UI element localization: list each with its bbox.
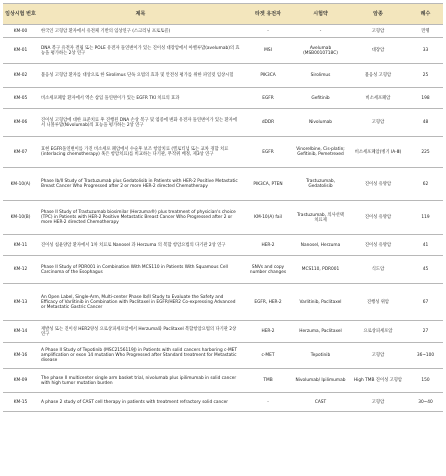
cancer-type-cell: 고형암 [348,109,408,137]
table-row [3,235,443,256]
trial-title-cell: An Open Label, Single-Arm, Multi-center Phase Ib/II Study to Evaluate the Safety and Efficacy of Varlitinib in Combination with Paclitaxel in EGFR/HER2 Co-expressing Advanced or Metastatic Gastric Cancer [38,284,243,321]
target-gene-cell: MSI [243,38,293,64]
target-gene-cell: EGFR, HER-2 [243,284,293,321]
target-gene-cell: dDDR [243,109,293,137]
trial-title-cell: 진이성 고형암에 대한 표준치료 후 진행된 DNA 손상 복구 및 염증에 변화 유전자 돌연변이가 있는 환자에서 니볼루맙(Nivolumab)의 효능을 평가하는 2상 연구 [38,109,243,137]
cancer-type-cell: 고형암 [348,343,408,369]
header-gene: 타겟 유전자 [243,4,293,25]
enrollment-count-cell: 67 [408,284,443,321]
table-row [3,256,443,284]
enrollment-count-cell: 150 [408,369,443,393]
trial-id-cell: KM-07 [3,137,38,168]
table-row [3,369,443,393]
table-row [3,321,443,343]
enrollment-count-cell: 25 [408,64,443,88]
enrollment-count-cell: 만명 [408,25,443,38]
cancer-type-cell: 비소세포폐암(병기 IA-Ⅲ) [348,137,408,168]
table-row [3,343,443,369]
drug-cell: MCS110, PDR001 [293,256,348,284]
header-title: 제목 [38,4,243,25]
target-gene-cell: PIK3CA [243,64,293,88]
enrollment-count-cell: 33 [408,38,443,64]
trial-title-cell: A phase 2 study of CAST cell therapy in patients with treatment refractory solid cancer [38,393,243,412]
table-row [3,137,443,168]
trial-id-cell: KM-11 [3,235,38,256]
header-count: 례수 [408,4,443,25]
enrollment-count-cell: 41 [408,235,443,256]
cancer-type-cell: 진행성 위암 [348,284,408,321]
drug-cell: Sirolimus [293,64,348,88]
table-row [3,109,443,137]
drug-cell: Varlitinib, Paclitaxel [293,284,348,321]
enrollment-count-cell: 45 [408,256,443,284]
trial-id-cell: KM-09 [3,369,38,393]
trial-title-cell: The phase II multicenter single arm basket trial, nivolumab plus ipilimumab in solid cancer with high tumor mutation burden [38,369,243,393]
enrollment-count-cell: 27 [408,321,443,343]
cancer-type-cell: 고형암 [348,393,408,412]
trial-title-cell: 진이성 침윤양암 환자에서 1차 치료로 Nanosel 과 Herzuma 의 복합 항암요법의 다기관 2상 연구 [38,235,243,256]
target-gene-cell: EGFR [243,137,293,168]
trial-id-cell: KM-13 [3,284,38,321]
table-row [3,168,443,201]
trial-title-cell: 한국인 고형암 환자에서 유전체 기반의 임상연구 (스크리닝 프로토콜) [38,25,243,38]
table-row [3,201,443,235]
trial-id-cell: KM-00 [3,25,38,38]
drug-cell: Trastuzumab, 의사선택치료제 [293,201,348,235]
trial-id-cell: KM-01 [3,38,38,64]
enrollment-count-cell: 198 [408,88,443,109]
table-header-row [3,4,443,25]
target-gene-cell: EGFR [243,88,293,109]
clinical-trials-table [3,3,443,412]
drug-cell: Gefitinib [293,88,348,109]
trial-title-cell: A Phase II Study of Tepotinib (MSC2156119J) in Patients with solid cancers harboring c-MET amplification or exon 14 mutation Who Progressed after Standard treatment for Metastatic disease [38,343,243,369]
cancer-type-cell: 고형암 [348,25,408,38]
drug-cell: Herzuma, Paclitaxel [293,321,348,343]
target-gene-cell: - [243,393,293,412]
target-gene-cell: SNVs and copy number changes [243,256,293,284]
trial-id-cell: KM-05 [3,88,38,109]
trial-title-cell: 효현 EGFR돌연변이를 가진 비소세포 폐암에서 수술후 보조 항암치료 (엘로티닙 또는 교차 경합 치료(interlacing chemotherapy) 혹은 항암치료)를 비교하는 다기관, 무작위 배정, 제3상 연구 [38,137,243,168]
table-row [3,38,443,64]
header-id: 임상시험 번호 [3,4,38,25]
trial-id-cell: KM-12 [3,256,38,284]
target-gene-cell: TMB [243,369,293,393]
trial-title-cell: 비소세포폐암 환자에서 엑손 삽입 돌연변이가 있는 EGFR TKI 치료의 효과 [38,88,243,109]
table-row [3,88,443,109]
header-drug: 시험약 [293,4,348,25]
cancer-type-cell: 대장암 [348,38,408,64]
trial-title-cell: 불응성 고형암 환자를 대상으로 한 Sirolimus 단독 요법의 효과 및 안전성 평가를 위한 파일럿 임상시험 [38,64,243,88]
trial-title-cell: Phase II Study of Trastuzumab biosimilar (Herzuma®) plus treatment of physician's choice (TPC) in Patients with HER-2 Positive Metastatic Breast Cancer Who Progressed after 2 or more HER-2 directed Chemotherapy [38,201,243,235]
header-cancer: 암종 [348,4,408,25]
drug-cell: CAST [293,393,348,412]
enrollment-count-cell: 36~100 [408,343,443,369]
cancer-type-cell: 진이성 유방암 [348,168,408,201]
trial-id-cell: KM-02 [3,64,38,88]
enrollment-count-cell: 48 [408,109,443,137]
trial-id-cell: KM-10(A) [3,168,38,201]
drug-cell: - [293,25,348,38]
cancer-type-cell: High TMB 진이성 고형암 [348,369,408,393]
cancer-type-cell: 진이성 유방암 [348,235,408,256]
target-gene-cell: - [243,25,293,38]
cancer-type-cell: 불응성 고형암 [348,64,408,88]
trial-id-cell: KM-14 [3,321,38,343]
drug-cell: Nanosel, Herzuma [293,235,348,256]
target-gene-cell: KM-10(A) fail [243,201,293,235]
target-gene-cell: HER-2 [243,235,293,256]
cancer-type-cell: 비소세포폐암 [348,88,408,109]
target-gene-cell: HER-2 [243,321,293,343]
table-body [3,25,443,412]
table-row [3,25,443,38]
drug-cell: Avelumab (MSB0010718C) [293,38,348,64]
table-row [3,393,443,412]
trial-id-cell: KM-06 [3,109,38,137]
trial-title-cell: Phase II Study of PDR001 in Combination With MCS110 in Patients With Squamous Cell Carcinoma of the Esophagus [38,256,243,284]
drug-cell: Vinorelbine, Cis-platin; Gefitinib, Pemetrexed [293,137,348,168]
enrollment-count-cell: 30~40 [408,393,443,412]
trial-title-cell: DNA 복구 유전자 결핍 또는 POLE 유전자 돌연변이가 있는 진이성 대장암에서 아벨루맙(avelumab)의 효능을 평가하는 2상 연구 [38,38,243,64]
cancer-type-cell: 요로상피세포암 [348,321,408,343]
trial-title-cell: 재발성 또는 진이성 HER2양성 요로상피세포암에서 Herzuma와 Paclitaxel 복합항암요법의 다기관 2상 연구 [38,321,243,343]
trial-id-cell: KM-15 [3,393,38,412]
target-gene-cell: c-MET [243,343,293,369]
table-row [3,64,443,88]
cancer-type-cell: 식도암 [348,256,408,284]
cancer-type-cell: 진이성 유방암 [348,201,408,235]
drug-cell: Nivolumab [293,109,348,137]
drug-cell: Nivolumab/ Ipilimumab [293,369,348,393]
trial-id-cell: KM-16 [3,343,38,369]
enrollment-count-cell: 225 [408,137,443,168]
enrollment-count-cell: 62 [408,168,443,201]
trial-id-cell: KM-10(B) [3,201,38,235]
table-row [3,284,443,321]
enrollment-count-cell: 119 [408,201,443,235]
drug-cell: Trastuzumab, Gedatolisib [293,168,348,201]
target-gene-cell: PIK3CA, PTEN [243,168,293,201]
trial-title-cell: Phase Ib/II Study of Trastuzumab plus Gedatolisib in Patients with HER-2 Positive Metastatic Breast Cancer Who Progressed after 2 or more HER-2 directed Chemotherapy [38,168,243,201]
drug-cell: Tepotinib [293,343,348,369]
